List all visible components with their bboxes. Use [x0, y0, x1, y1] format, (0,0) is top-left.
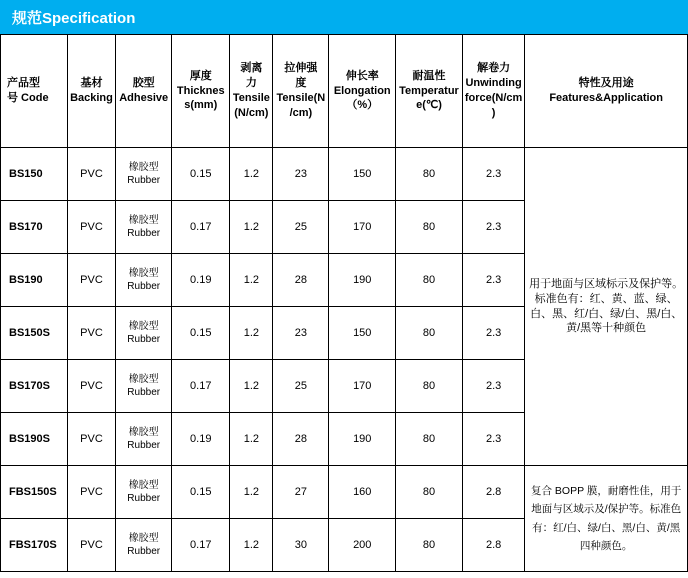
cell-peel: 1.2	[230, 519, 273, 572]
cell-adhesive-cn: 橡胶型	[128, 320, 159, 332]
cell-adhesive	[116, 201, 172, 254]
cell-adhesive-en: Rubber	[127, 546, 161, 557]
cell-adhesive-cn: 橡胶型	[128, 373, 159, 385]
cell-thickness: 0.17	[172, 519, 230, 572]
table-header	[1, 35, 688, 148]
cell-tensile: 30	[273, 519, 329, 572]
cell-temperature: 80	[396, 307, 463, 360]
column-header-temperature-cn: 耐温性	[412, 69, 446, 82]
column-header-unwinding	[462, 35, 524, 148]
cell-adhesive-cn: 橡胶型	[128, 479, 159, 491]
cell-unwinding: 2.8	[462, 466, 524, 519]
cell-thickness: 0.19	[172, 254, 230, 307]
cell-temperature: 80	[396, 413, 463, 466]
column-header-elongation-en: Elongation（%）	[333, 84, 391, 112]
cell-adhesive-cn: 橡胶型	[128, 161, 159, 173]
column-header-tensile-en: Tensile(N/cm)	[276, 92, 326, 119]
cell-adhesive-cn: 橡胶型	[128, 267, 159, 279]
column-header-peel	[230, 35, 273, 148]
cell-thickness: 0.15	[172, 307, 230, 360]
cell-tensile: 28	[273, 413, 329, 466]
cell-code: BS190S	[1, 413, 68, 466]
cell-thickness: 0.15	[172, 466, 230, 519]
cell-peel: 1.2	[230, 201, 273, 254]
page-title: 规范Specification	[12, 9, 136, 27]
cell-elongation: 190	[329, 413, 396, 466]
cell-tensile: 25	[273, 360, 329, 413]
cell-adhesive-en: Rubber	[127, 493, 161, 504]
cell-peel: 1.2	[230, 413, 273, 466]
cell-thickness: 0.17	[172, 201, 230, 254]
column-header-features	[525, 35, 688, 148]
cell-temperature: 80	[396, 254, 463, 307]
column-header-tensile	[273, 35, 329, 148]
cell-peel: 1.2	[230, 148, 273, 201]
cell-adhesive-cn: 橡胶型	[128, 532, 159, 544]
cell-temperature: 80	[396, 148, 463, 201]
cell-peel: 1.2	[230, 466, 273, 519]
cell-tensile: 27	[273, 466, 329, 519]
cell-temperature: 80	[396, 466, 463, 519]
table-header-row	[1, 35, 688, 148]
cell-backing: PVC	[67, 307, 115, 360]
cell-temperature: 80	[396, 360, 463, 413]
cell-adhesive-en: Rubber	[127, 281, 161, 292]
cell-adhesive	[116, 360, 172, 413]
cell-adhesive-en: Rubber	[127, 334, 161, 345]
cell-elongation: 170	[329, 201, 396, 254]
cell-thickness: 0.15	[172, 148, 230, 201]
cell-backing: PVC	[67, 519, 115, 572]
cell-unwinding: 2.8	[462, 519, 524, 572]
cell-tensile: 25	[273, 201, 329, 254]
column-header-code	[1, 35, 68, 148]
cell-adhesive-en: Rubber	[127, 440, 161, 451]
cell-backing: PVC	[67, 201, 115, 254]
cell-peel: 1.2	[230, 307, 273, 360]
cell-elongation: 150	[329, 148, 396, 201]
column-header-temperature	[396, 35, 463, 148]
column-header-unwinding-en: Unwinding force(N/cm)	[464, 77, 523, 119]
cell-backing: PVC	[67, 413, 115, 466]
cell-backing: PVC	[67, 254, 115, 307]
cell-adhesive	[116, 148, 172, 201]
cell-code: BS190	[1, 254, 68, 307]
column-header-backing-cn: 基材	[80, 77, 103, 90]
cell-adhesive-en: Rubber	[127, 175, 161, 186]
cell-adhesive	[116, 519, 172, 572]
table-row	[1, 466, 688, 519]
column-header-adhesive-cn: 胶型	[132, 77, 155, 90]
cell-elongation: 190	[329, 254, 396, 307]
cell-unwinding: 2.3	[462, 148, 524, 201]
cell-adhesive-cn: 橡胶型	[128, 214, 159, 226]
cell-code: BS170	[1, 201, 68, 254]
column-header-thickness-en: Thickness(mm)	[176, 84, 225, 112]
cell-backing: PVC	[67, 360, 115, 413]
column-header-code-cn2: 号 Code	[7, 92, 49, 104]
cell-backing: PVC	[67, 466, 115, 519]
cell-adhesive-cn: 橡胶型	[128, 426, 159, 438]
table-body	[1, 148, 688, 572]
cell-unwinding: 2.3	[462, 254, 524, 307]
column-header-adhesive-en: Adhesive	[119, 92, 169, 104]
cell-adhesive	[116, 413, 172, 466]
cell-code: FBS170S	[1, 519, 68, 572]
cell-thickness: 0.19	[172, 413, 230, 466]
column-header-peel-en: Tensile(N/cm)	[232, 92, 270, 119]
column-header-tensile-cn: 拉伸强	[284, 62, 318, 75]
column-header-thickness-cn: 厚度	[189, 69, 212, 82]
column-header-temperature-en: Temperature(℃)	[399, 84, 459, 112]
cell-elongation: 150	[329, 307, 396, 360]
cell-code: FBS150S	[1, 466, 68, 519]
cell-unwinding: 2.3	[462, 413, 524, 466]
specification-title-bar	[0, 0, 688, 34]
cell-peel: 1.2	[230, 254, 273, 307]
column-header-backing-en: Backing	[70, 92, 113, 104]
cell-features-group-1: 用于地面与区域标示及保护等。标准色有：红、黄、蓝、绿、白、黑、红/白、绿/白、黑/白、黄/黑等十种颜色	[525, 148, 688, 466]
cell-adhesive	[116, 307, 172, 360]
cell-peel: 1.2	[230, 360, 273, 413]
cell-tensile: 23	[273, 307, 329, 360]
cell-code: BS170S	[1, 360, 68, 413]
cell-backing: PVC	[67, 148, 115, 201]
column-header-elongation	[329, 35, 396, 148]
column-header-thickness	[172, 35, 230, 148]
cell-tensile: 23	[273, 148, 329, 201]
column-header-peel-cn: 剥离	[240, 62, 263, 75]
cell-thickness: 0.17	[172, 360, 230, 413]
cell-adhesive	[116, 254, 172, 307]
cell-code: BS150S	[1, 307, 68, 360]
cell-features-group-2: 复合 BOPP 膜，耐磨性佳，用于地面与区域示及/保护等。标准色有：红/白、绿/白、黑/白、黄/黑四种颜色。	[525, 466, 688, 572]
column-header-features-cn: 特性及用途	[578, 77, 634, 90]
column-header-features-en: Features&Application	[549, 92, 663, 104]
cell-unwinding: 2.3	[462, 201, 524, 254]
column-header-code-cn: 产品型	[7, 77, 40, 90]
column-header-backing	[67, 35, 115, 148]
cell-code: BS150	[1, 148, 68, 201]
cell-elongation: 200	[329, 519, 396, 572]
cell-adhesive-en: Rubber	[127, 228, 161, 239]
column-header-elongation-cn: 伸长率	[345, 69, 379, 82]
cell-unwinding: 2.3	[462, 307, 524, 360]
table-row	[1, 148, 688, 201]
cell-elongation: 160	[329, 466, 396, 519]
cell-temperature: 80	[396, 201, 463, 254]
cell-unwinding: 2.3	[462, 360, 524, 413]
column-header-tensile-cn2: 度	[295, 77, 307, 90]
column-header-peel-cn2: 力	[245, 77, 257, 90]
cell-adhesive	[116, 466, 172, 519]
cell-tensile: 28	[273, 254, 329, 307]
cell-adhesive-en: Rubber	[127, 387, 161, 398]
cell-temperature: 80	[396, 519, 463, 572]
cell-elongation: 170	[329, 360, 396, 413]
column-header-unwinding-cn: 解卷力	[477, 62, 511, 75]
specification-table	[0, 34, 688, 572]
column-header-adhesive	[116, 35, 172, 148]
